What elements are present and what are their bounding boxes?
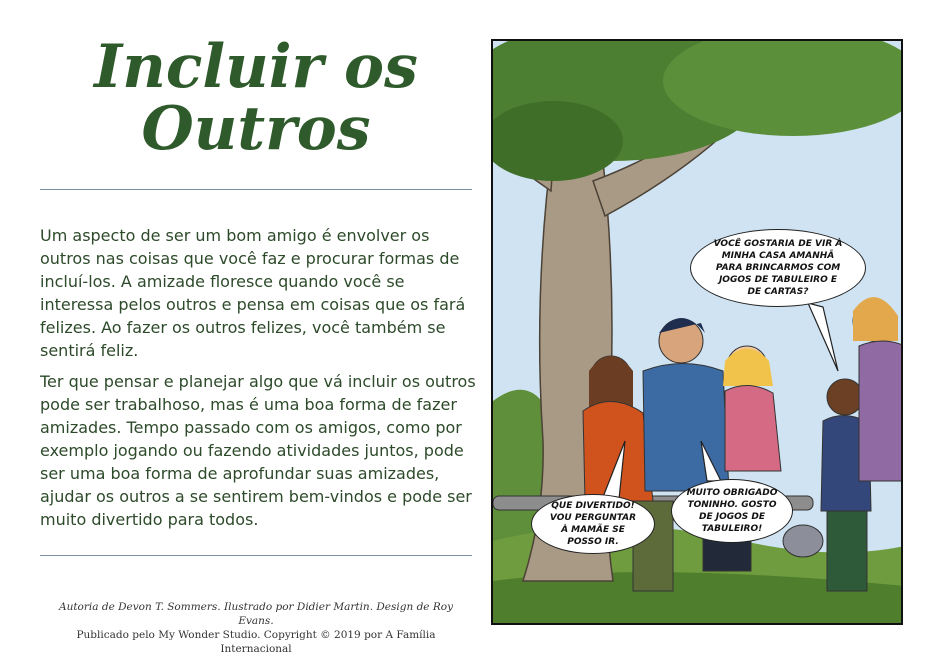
title-line-1: Incluir os: [94, 32, 418, 102]
comic-illustration: [491, 39, 903, 625]
speech-bubble-top: VOCÊ GOSTARIA DE VIR À MINHA CASA AMANHÃ PARA BRINCARMOS COM JOGOS DE TABULEIRO E DE CARTAS?: [690, 229, 866, 307]
speech-bubble-left: QUE DIVERTIDO! VOU PERGUNTAR À MAMÃE SE POSSO IR.: [531, 494, 655, 554]
paragraph-2: Ter que pensar e planejar algo que vá incluir os outros pode ser trabalhoso, mas é uma boa forma de fazer amizades. Tempo passado com os amigos, como por exemplo jogando ou fazendo atividades juntos, pode ser uma boa forma de aprofundar suas amizades, ajudar os outros a se sentirem bem-vindos e pode ser muito divertido para todos.: [40, 372, 476, 529]
top-divider: [40, 189, 472, 190]
puppy: [783, 525, 823, 557]
page-title: [40, 32, 472, 164]
credits-publisher: Publicado pelo My Wonder Studio. Copyright © 2019 por A Família Internacional: [76, 629, 436, 655]
woman-right: [853, 297, 903, 481]
body-text: [40, 224, 480, 539]
credits-authors: Autoria de Devon T. Sommers. Ilustrado por Didier Martin. Design de Roy Evans.: [58, 601, 454, 627]
title-line-2: Outros: [141, 94, 371, 164]
paragraph-1: Um aspecto de ser um bom amigo é envolver os outros nas coisas que você faz e procurar formas de incluí-los. A amizade floresce quando você se interessa pelos outros e pensa em coisas que os fará felizes. Ao fazer os outros felizes, você também se sentirá feliz.: [40, 226, 466, 360]
credits: [40, 600, 472, 656]
bottom-divider: [40, 555, 472, 556]
speech-bubble-middle: MUITO OBRIGADO TONINHO. GOSTO DE JOGOS DE TABULEIRO!: [671, 479, 793, 543]
